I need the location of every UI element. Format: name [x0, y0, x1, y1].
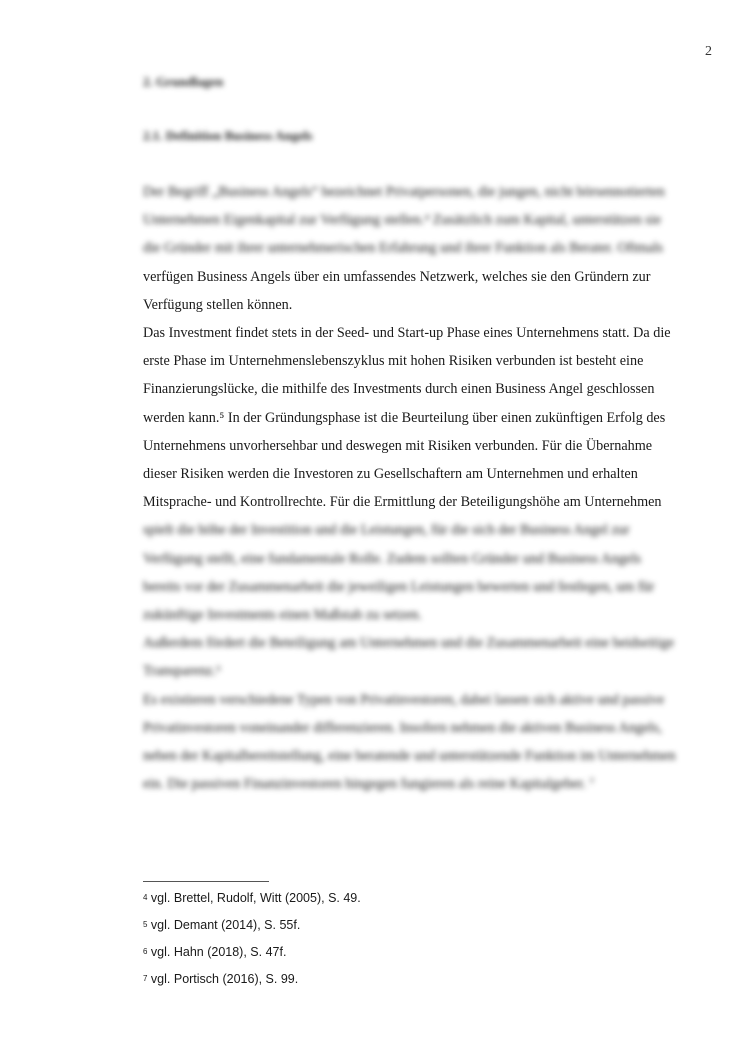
text-line: Das Investment findet stets in der Seed- und Start-up Phase eines Unternehmens statt. Da die	[143, 325, 671, 342]
text-line: verfügen Business Angels über ein umfassendes Netzwerk, welches sie den Gründern zur	[143, 268, 651, 285]
text-line: Transparenz.⁶	[143, 663, 222, 680]
text-line: spielt die höhe der Investition und die Leistungen, für die sich der Business Angel zur	[143, 522, 630, 539]
text-line: Finanzierungslücke, die mithilfe des Investments durch einen Business Angel geschlossen	[143, 381, 655, 398]
paragraph	[143, 629, 723, 685]
footnote-mark: 6	[143, 947, 148, 956]
subsection-heading: 2.1. Definition Business Angels	[143, 128, 313, 143]
text-line: dieser Risiken werden die Investoren zu Gesellschaftern am Unternehmen und erhalten	[143, 466, 638, 483]
text-line: Unternehmens unvorhersehbar und deswegen mit Risiken verbunden. Für die Übernahme	[143, 437, 653, 454]
text-line: Der Begriff „Business Angels“ bezeichnet Privatpersonen, die jungen, nicht börsennotierten	[143, 184, 665, 200]
text-line: Unternehmen Eigenkapital zur Verfügung stellen.⁴ Zusätzlich zum Kapital, unterstützen sie	[143, 212, 662, 229]
text-line: Es existieren verschiedene Typen von Privatinvestoren, dabei lassen sich aktive und passive	[143, 691, 665, 708]
section-heading: 2. Grundlagen	[143, 74, 224, 89]
page-number: 2	[705, 44, 712, 59]
footnote-mark: 7	[143, 974, 148, 983]
text-line: Außerdem fördert die Beteiligung am Unternehmen und die Zusammenarbeit eine beidseitige	[143, 635, 675, 652]
text-line: zukünftige Investments einen Maßstab zu setzen.	[143, 607, 422, 624]
paragraph	[143, 319, 723, 629]
footnote	[143, 968, 361, 995]
text-line: Privatinvestoren voneinander differenzieren. Insofern nehmen die aktiven Business Angels,	[143, 719, 663, 736]
footnote	[143, 941, 361, 968]
footnote-separator	[143, 881, 269, 882]
footnote	[143, 914, 361, 941]
text-line: ein. Die passiven Finanzinvestoren hingegen fungieren als reine Kapitalgeber. ⁷	[143, 776, 595, 793]
footnote-mark: 5	[143, 920, 148, 929]
footnote-text: vgl. Hahn (2018), S. 47f.	[147, 945, 287, 959]
text-line: die Gründer mit ihrer unternehmerischen Erfahrung und ihrer Funktion als Berater. Oftmals	[143, 240, 664, 257]
text-line: Verfügung stellt, eine fundamentale Rolle. Zudem sollten Gründer und Business Angels	[143, 550, 642, 567]
text-line: werden kann.⁵ In der Gründungsphase ist die Beurteilung über einen zukünftigen Erfolg des	[143, 409, 666, 426]
footnote-mark: 4	[143, 893, 148, 902]
text-line: Verfügung stellen können.	[143, 296, 293, 313]
footnote-text: vgl. Portisch (2016), S. 99.	[147, 972, 299, 986]
text-line: bereits vor der Zusammenarbeit die jeweiligen Leistungen bewerten und festlegen, um für	[143, 578, 655, 595]
text-line: Mitsprache- und Kontrollrechte. Für die Ermittlung der Beteiligungshöhe am Unternehmen	[143, 494, 662, 511]
paragraph	[143, 178, 723, 319]
footnote-text: vgl. Demant (2014), S. 55f.	[147, 918, 301, 932]
footnote	[143, 887, 361, 914]
text-line: erste Phase im Unternehmenslebenszyklus mit hohen Risiken verbunden ist besteht eine	[143, 353, 644, 370]
body-text	[143, 178, 723, 798]
text-line: neben der Kapitalbereitstellung, eine beratende und unterstützende Funktion im Unternehmen	[143, 748, 676, 765]
footnote-text: vgl. Brettel, Rudolf, Witt (2005), S. 49.	[147, 891, 361, 905]
footnotes	[143, 887, 361, 995]
paragraph	[143, 686, 723, 799]
